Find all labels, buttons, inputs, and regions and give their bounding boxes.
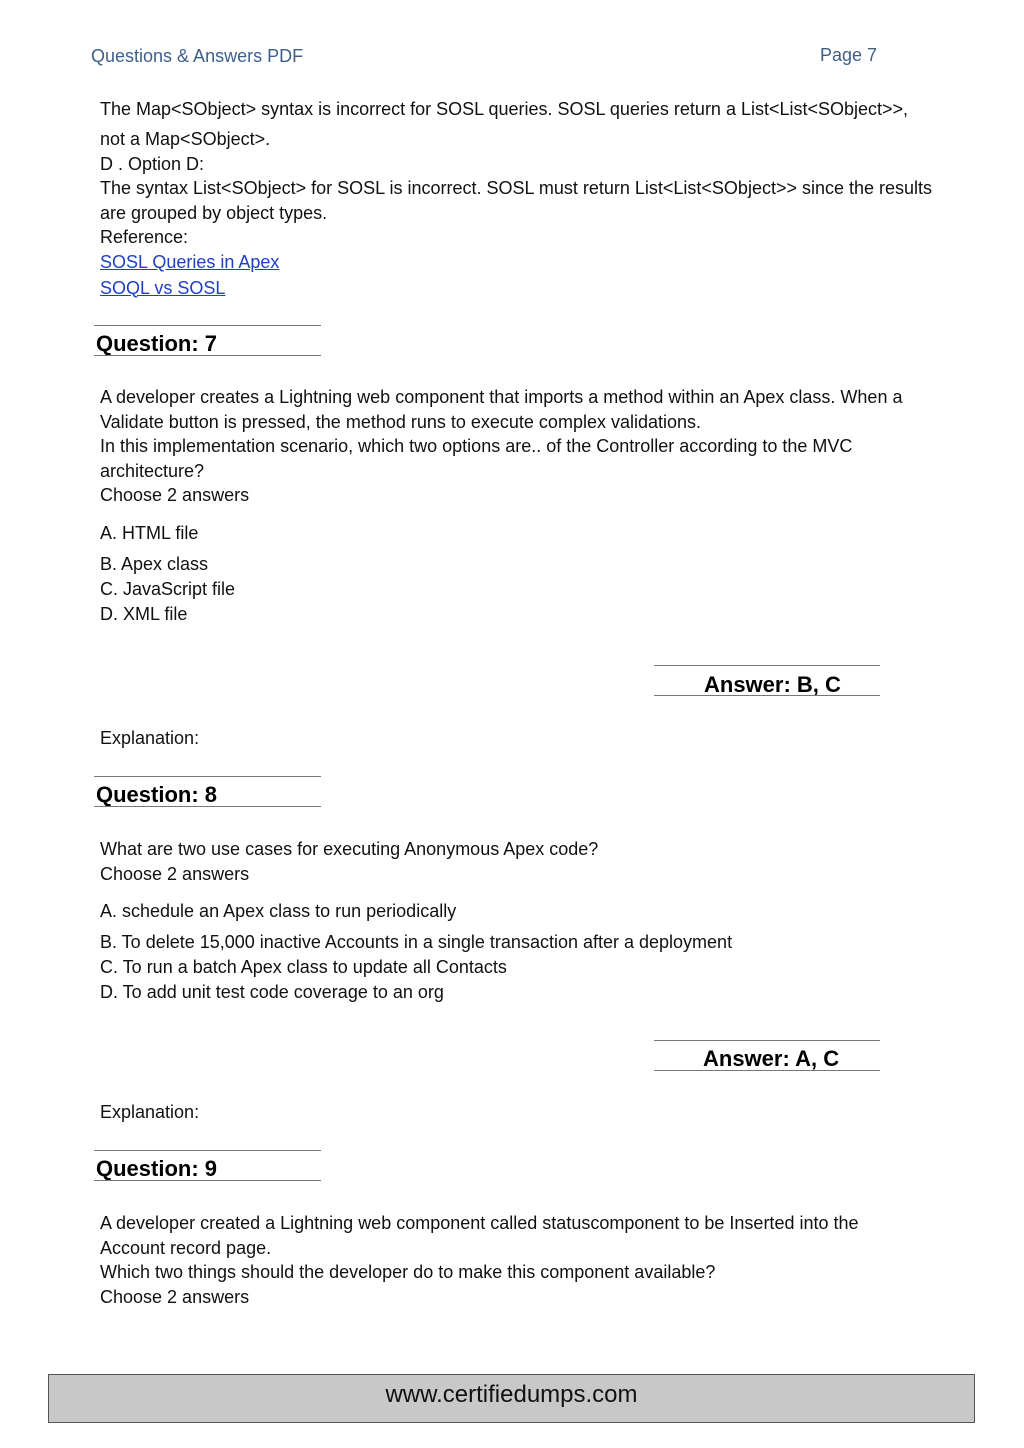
question-7-title: Question: 7 [96, 331, 218, 356]
question-8-body [100, 837, 980, 886]
question-rule-bottom [94, 355, 321, 356]
question-7-explanation: Explanation: [100, 728, 200, 748]
footer-banner [48, 1374, 975, 1423]
q8-option-d: D. To add unit test code coverage to an org [100, 982, 444, 1002]
question-line: A developer creates a Lightning web component that imports a method within an Apex class. When a [100, 387, 903, 407]
q7-option-c: C. JavaScript file [100, 579, 236, 599]
question-8-title: Question: 8 [96, 782, 218, 807]
explanation-line: The Map<SObject> syntax is incorrect for SOSL queries. SOSL queries return a List<List<SObject>>, [100, 99, 909, 119]
footer-url[interactable]: www.certifiedumps.com [385, 1381, 638, 1408]
question-line: Choose 2 answers [100, 1286, 250, 1307]
explanation-line: Reference: [100, 227, 189, 248]
question-line: architecture? [100, 460, 205, 481]
question-8-explanation: Explanation: [100, 1102, 200, 1122]
answer-rule-bottom [654, 1070, 880, 1071]
question-line: What are two use cases for executing Anonymous Apex code? [100, 839, 599, 859]
explanation-line: are grouped by object types. [100, 202, 328, 223]
answer-rule-top [654, 1040, 880, 1041]
answer-rule-top [654, 665, 880, 666]
q8-option-b: B. To delete 15,000 inactive Accounts in a single transaction after a deployment [100, 932, 733, 952]
question-7-answer: Answer: B, C [704, 672, 841, 697]
question-line: Validate button is pressed, the method runs to execute complex validations. [100, 411, 702, 432]
question-9-title: Question: 9 [96, 1156, 218, 1181]
question-rule-bottom [94, 806, 321, 807]
reference-link-soql-vs-sosl[interactable]: SOQL vs SOSL [100, 277, 226, 298]
question-rule-top [94, 1150, 321, 1151]
question-rule-top [94, 325, 321, 326]
header-title: Questions & Answers PDF [91, 46, 304, 66]
question-line: A developer created a Lightning web component called statuscomponent to be Inserted into the [100, 1213, 859, 1233]
q8-option-a: A. schedule an Apex class to run periodically [100, 901, 457, 921]
q8-option-c: C. To run a batch Apex class to update all Contacts [100, 957, 507, 977]
explanation-line: not a Map<SObject>. [100, 129, 271, 149]
q7-option-b: B. Apex class [100, 554, 209, 574]
question-line: In this implementation scenario, which two options are.. of the Controller according to the MVC [100, 436, 853, 457]
question-line: Choose 2 answers [100, 485, 250, 506]
reference-link-sosl-queries[interactable]: SOSL Queries in Apex [100, 251, 280, 272]
page-number: Page 7 [820, 45, 878, 65]
q7-option-a: A. HTML file [100, 523, 199, 543]
question-9-body [100, 1211, 980, 1309]
question-line: Choose 2 answers [100, 863, 250, 884]
previous-explanation [100, 97, 980, 300]
answer-rule-bottom [654, 695, 880, 696]
q7-option-d: D. XML file [100, 604, 188, 624]
question-line: Which two things should the developer do to make this component available? [100, 1262, 716, 1283]
question-line: Account record page. [100, 1237, 272, 1258]
question-7-body [100, 385, 980, 508]
explanation-line: The syntax List<SObject> for SOSL is incorrect. SOSL must return List<List<SObject>> since the results [100, 178, 933, 199]
question-rule-top [94, 776, 321, 777]
question-8-answer: Answer: A, C [703, 1046, 840, 1071]
explanation-line: D . Option D: [100, 153, 205, 174]
question-rule-bottom [94, 1180, 321, 1181]
